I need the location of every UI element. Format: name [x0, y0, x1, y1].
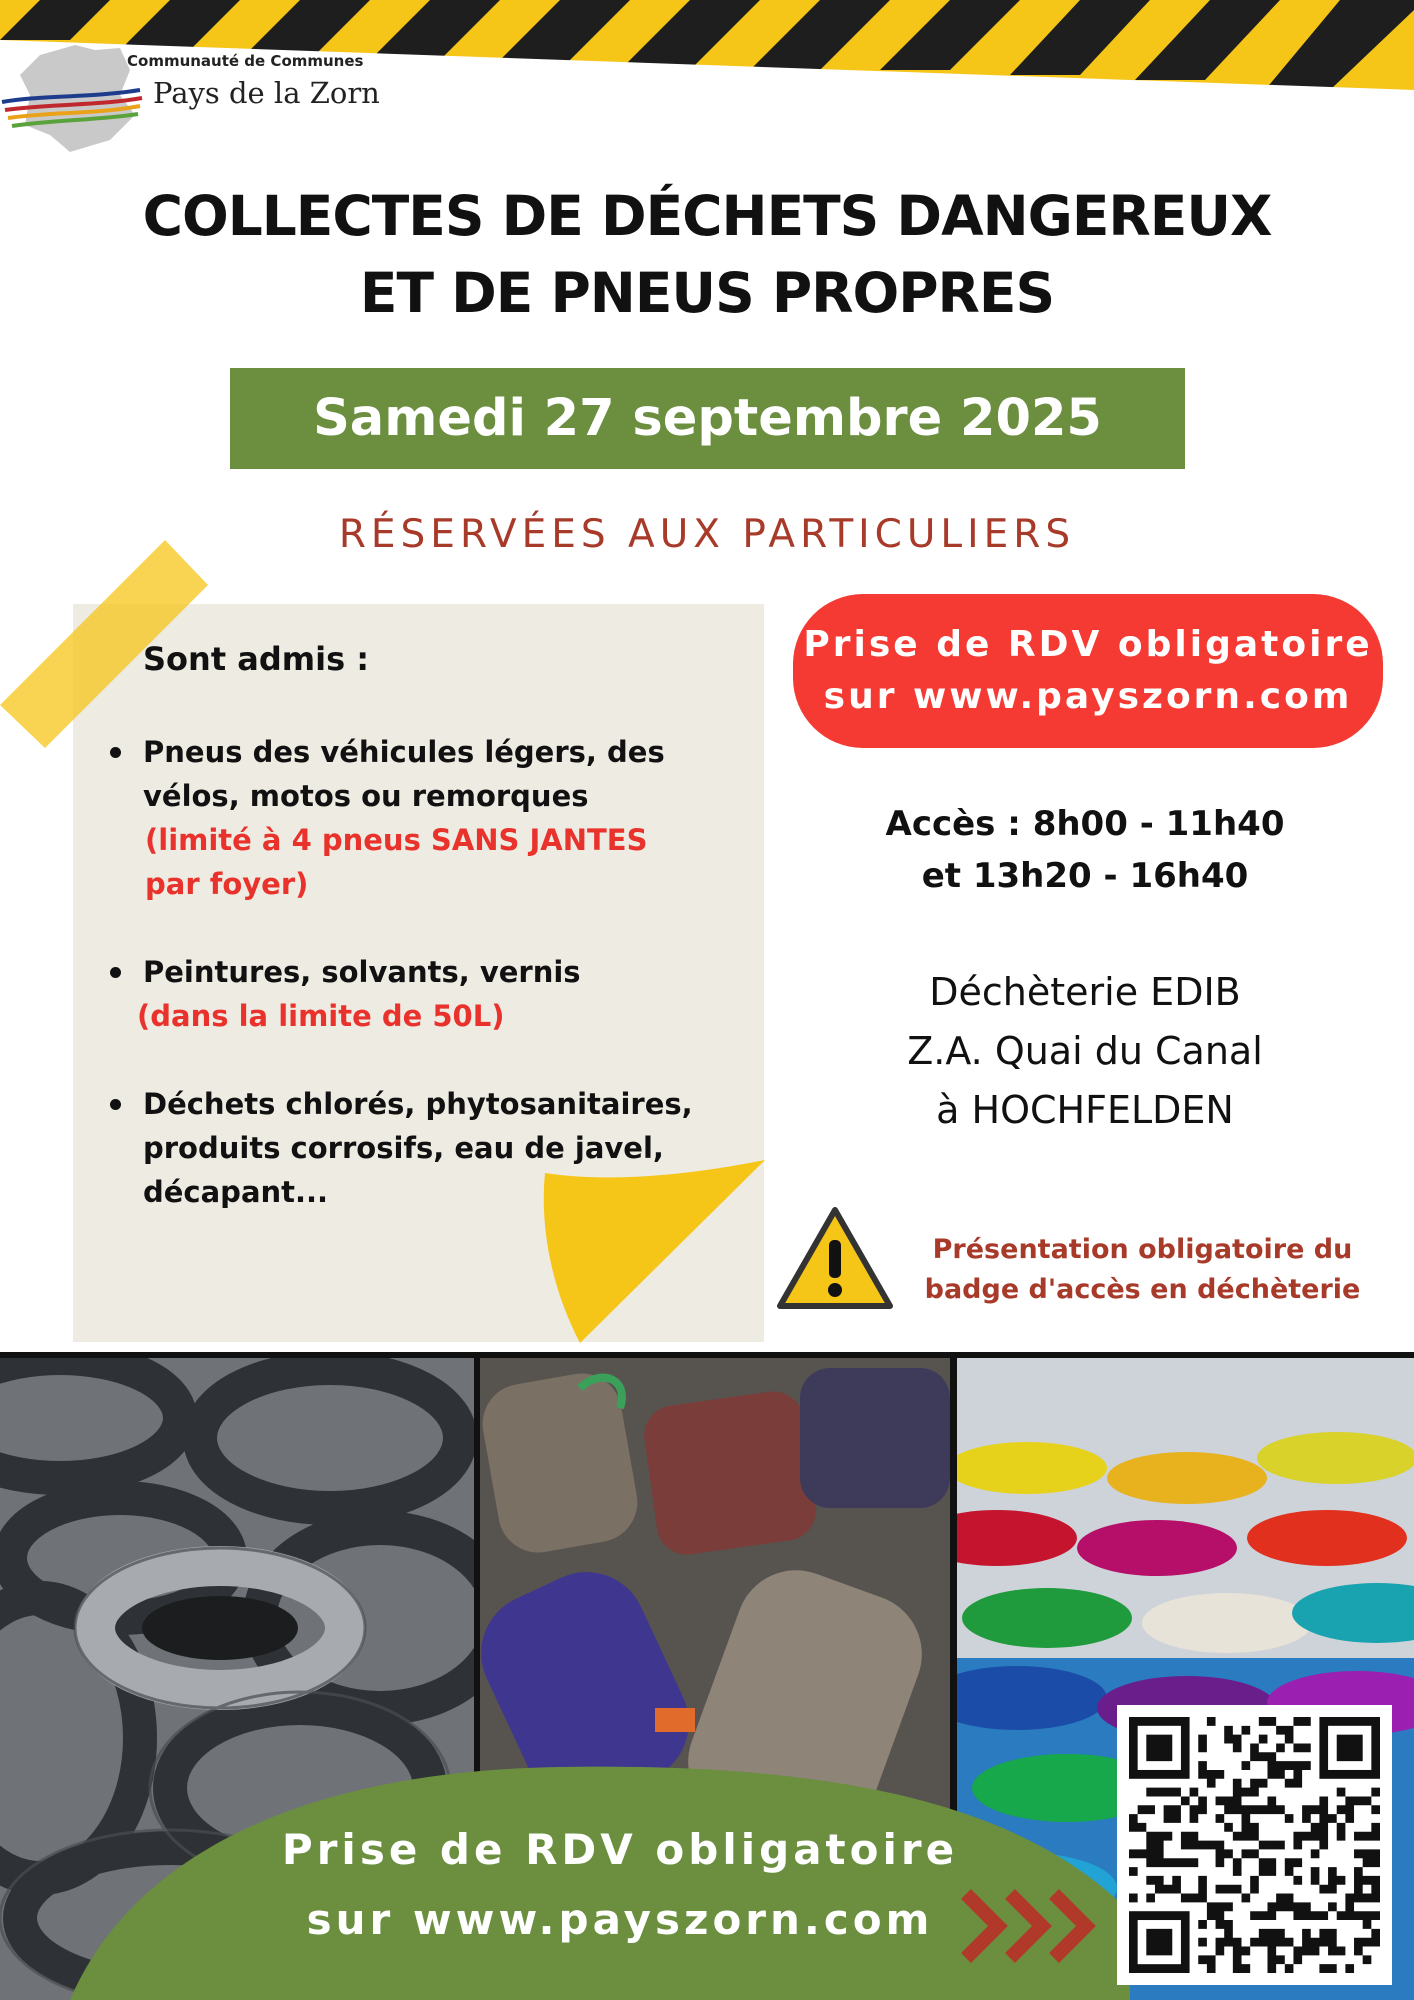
bottom-appointment-link[interactable] [180, 1815, 1060, 1955]
list-item [105, 1082, 745, 1214]
warning-triangle-icon [776, 1206, 894, 1310]
admitted-item-text: Peintures, solvants, vernis [143, 955, 581, 989]
bottom-appointment-line1: Prise de RDV obligatoire [281, 1825, 959, 1874]
qr-code[interactable] [1117, 1705, 1392, 1985]
chevron-right-icon [958, 1886, 1108, 1966]
bullet-icon [110, 747, 121, 758]
access-hours-line2: et 13h20 - 16h40 [921, 856, 1249, 896]
warning-text-line2: badge d'accès en déchèterie [924, 1274, 1361, 1305]
warning-text [900, 1230, 1385, 1310]
subtitle: RÉSERVÉES AUX PARTICULIERS [338, 512, 1076, 557]
date-banner: Samedi 27 septembre 2025 [230, 368, 1185, 469]
bottom-appointment-line2: sur www.payszorn.com [306, 1895, 934, 1944]
admitted-title: Sont admis : [143, 640, 370, 678]
admitted-list [105, 730, 745, 1258]
bullet-icon [110, 1099, 121, 1110]
page-title-line1: COLLECTES DE DÉCHETS DANGEREUX [142, 184, 1272, 248]
qr-code-icon [1129, 1717, 1380, 1973]
organization-line1: Communauté de Communes [127, 52, 364, 70]
location-line1: Déchèterie EDIB [929, 970, 1241, 1014]
appointment-link[interactable] [793, 594, 1383, 748]
bullet-icon [110, 967, 121, 978]
location-line3: à HOCHFELDEN [936, 1088, 1234, 1132]
warning-text-line1: Présentation obligatoire du [932, 1234, 1353, 1265]
list-item [105, 730, 745, 906]
admitted-item-text: Pneus des véhicules légers, des vélos, motos ou remorques [143, 735, 665, 813]
list-item [105, 950, 745, 1038]
organization-line2: Pays de la Zorn [153, 76, 380, 110]
page-title-line2: ET DE PNEUS PROPRES [359, 261, 1055, 325]
location [830, 963, 1340, 1140]
access-hours-line1: Accès : 8h00 - 11h40 [885, 804, 1285, 844]
page-title [60, 178, 1354, 332]
admitted-item-text: Déchets chlorés, phytosanitaires, produits corrosifs, eau de javel, décapant... [143, 1087, 693, 1209]
appointment-line2: sur www.payszorn.com [823, 676, 1353, 717]
organization-logo [0, 40, 400, 160]
access-hours [830, 798, 1340, 902]
admitted-item-note: (dans la limite de 50L) [137, 999, 505, 1033]
admitted-item-note: (limité à 4 pneus SANS JANTES par foyer) [145, 823, 648, 901]
location-line2: Z.A. Quai du Canal [907, 1029, 1263, 1073]
appointment-line1: Prise de RDV obligatoire [803, 624, 1373, 665]
